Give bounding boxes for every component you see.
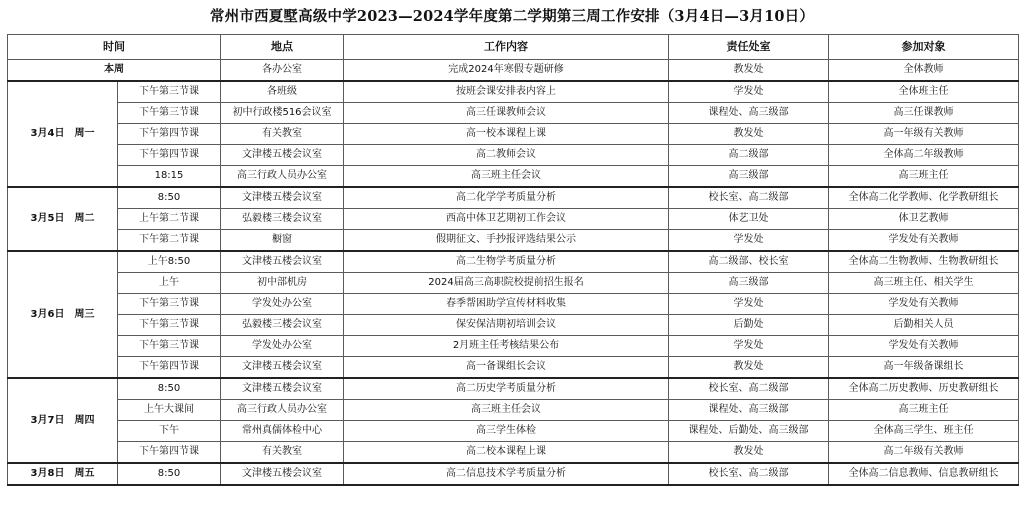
cell-time: 下午第四节课: [118, 357, 221, 379]
table-row: [8, 103, 1019, 124]
week-label: 本周: [8, 60, 221, 82]
cell-participants: 学发处有关教师: [829, 294, 1019, 315]
cell-place: 学发处办公室: [221, 294, 344, 315]
cell-time: 下午第四节课: [118, 442, 221, 464]
table-row: [8, 442, 1019, 464]
cell-place: 初中部机房: [221, 273, 344, 294]
cell-participants: 全体高二年级教师: [829, 145, 1019, 166]
cell-participants: 全体高二化学教师、化学教研组长: [829, 187, 1019, 209]
cell-time: 8:50: [118, 187, 221, 209]
cell-time: 18:15: [118, 166, 221, 188]
cell-place: 高三行政人员办公室: [221, 400, 344, 421]
cell-content: 高二信息技术学考质量分析: [344, 463, 669, 485]
cell-time: 上午第二节课: [118, 209, 221, 230]
cell-time: 下午第三节课: [118, 294, 221, 315]
cell-time: 下午: [118, 421, 221, 442]
week-office: 教发处: [669, 60, 829, 82]
cell-participants: 高一年级有关教师: [829, 124, 1019, 145]
cell-content: 西高中体卫艺期初工作会议: [344, 209, 669, 230]
cell-time: 上午8:50: [118, 251, 221, 273]
cell-participants: 全体班主任: [829, 81, 1019, 103]
cell-office: 高二级部: [669, 145, 829, 166]
cell-participants: 体卫艺教师: [829, 209, 1019, 230]
cell-content: 高二化学学考质量分析: [344, 187, 669, 209]
cell-time: 下午第三节课: [118, 103, 221, 124]
table-row: [8, 187, 1019, 209]
cell-participants: 高一年级备课组长: [829, 357, 1019, 379]
header-place: 地点: [221, 35, 344, 60]
cell-place: 橱窗: [221, 230, 344, 252]
cell-participants: 高三班主任、相关学生: [829, 273, 1019, 294]
week-place: 各办公室: [221, 60, 344, 82]
cell-office: 学发处: [669, 294, 829, 315]
cell-content: 春季帮困助学宣传材料收集: [344, 294, 669, 315]
cell-office: 校长室、高二级部: [669, 187, 829, 209]
cell-office: 高三级部: [669, 166, 829, 188]
cell-office: 后勤处: [669, 315, 829, 336]
cell-participants: 高三班主任: [829, 400, 1019, 421]
table-row: [8, 209, 1019, 230]
cell-content: 高三学生体检: [344, 421, 669, 442]
day-date-cell: 3月4日 周一: [8, 81, 118, 187]
cell-participants: 全体高二生物教师、生物教研组长: [829, 251, 1019, 273]
cell-place: 文津楼五楼会议室: [221, 145, 344, 166]
cell-time: 上午大课间: [118, 400, 221, 421]
cell-place: 文津楼五楼会议室: [221, 251, 344, 273]
table-row: [8, 251, 1019, 273]
table-row: [8, 400, 1019, 421]
cell-content: 高一备课组长会议: [344, 357, 669, 379]
cell-office: 高二级部、校长室: [669, 251, 829, 273]
cell-place: 高三行政人员办公室: [221, 166, 344, 188]
schedule-table: [7, 34, 1019, 486]
cell-time: 下午第三节课: [118, 315, 221, 336]
cell-content: 高二历史学考质量分析: [344, 378, 669, 400]
cell-office: 课程处、高三级部: [669, 103, 829, 124]
cell-place: 文津楼五楼会议室: [221, 463, 344, 485]
cell-participants: 学发处有关教师: [829, 230, 1019, 252]
cell-office: 课程处、高三级部: [669, 400, 829, 421]
header-participants: 参加对象: [829, 35, 1019, 60]
cell-office: 教发处: [669, 124, 829, 145]
header-row: [8, 35, 1019, 60]
cell-content: 高三任课教师会议: [344, 103, 669, 124]
week-row: [8, 60, 1019, 82]
cell-place: 文津楼五楼会议室: [221, 357, 344, 379]
cell-time: 下午第三节课: [118, 81, 221, 103]
schedule-body: [8, 60, 1019, 486]
table-row: [8, 145, 1019, 166]
cell-place: 学发处办公室: [221, 336, 344, 357]
day-date-cell: 3月5日 周二: [8, 187, 118, 251]
table-row: [8, 421, 1019, 442]
cell-time: 下午第四节课: [118, 145, 221, 166]
cell-participants: 后勤相关人员: [829, 315, 1019, 336]
cell-place: 常州真儒体检中心: [221, 421, 344, 442]
cell-office: 体艺卫处: [669, 209, 829, 230]
cell-office: 教发处: [669, 357, 829, 379]
cell-content: 高三班主任会议: [344, 166, 669, 188]
table-row: [8, 273, 1019, 294]
header-time: 时间: [8, 35, 221, 60]
cell-office: 学发处: [669, 230, 829, 252]
cell-content: 按班会课安排表内容上: [344, 81, 669, 103]
header-content: 工作内容: [344, 35, 669, 60]
cell-content: 高一校本课程上课: [344, 124, 669, 145]
cell-place: 各班级: [221, 81, 344, 103]
table-row: [8, 315, 1019, 336]
cell-place: 初中行政楼516会议室: [221, 103, 344, 124]
cell-participants: 高三任课教师: [829, 103, 1019, 124]
cell-place: 文津楼五楼会议室: [221, 187, 344, 209]
cell-office: 校长室、高二级部: [669, 463, 829, 485]
table-row: [8, 230, 1019, 252]
cell-participants: 全体高二历史教师、历史教研组长: [829, 378, 1019, 400]
cell-place: 弘毅楼三楼会议室: [221, 209, 344, 230]
cell-place: 有关教室: [221, 124, 344, 145]
cell-office: 高三级部: [669, 273, 829, 294]
week-participants: 全体教师: [829, 60, 1019, 82]
cell-content: 假期征文、手抄报评选结果公示: [344, 230, 669, 252]
cell-time: 上午: [118, 273, 221, 294]
cell-participants: 高三班主任: [829, 166, 1019, 188]
cell-place: 有关教室: [221, 442, 344, 464]
day-date-cell: 3月8日 周五: [8, 463, 118, 485]
cell-office: 课程处、后勤处、高三级部: [669, 421, 829, 442]
cell-time: 下午第三节课: [118, 336, 221, 357]
cell-content: 保安保洁期初培训会议: [344, 315, 669, 336]
cell-time: 下午第二节课: [118, 230, 221, 252]
day-date-cell: 3月7日 周四: [8, 378, 118, 463]
cell-content: 高二教师会议: [344, 145, 669, 166]
cell-place: 文津楼五楼会议室: [221, 378, 344, 400]
week-content: 完成2024年寒假专题研修: [344, 60, 669, 82]
cell-participants: 高二年级有关教师: [829, 442, 1019, 464]
table-row: [8, 124, 1019, 145]
table-row: [8, 294, 1019, 315]
cell-office: 教发处: [669, 442, 829, 464]
cell-content: 2月班主任考核结果公布: [344, 336, 669, 357]
cell-time: 8:50: [118, 463, 221, 485]
cell-content: 高二生物学考质量分析: [344, 251, 669, 273]
table-row: [8, 336, 1019, 357]
header-office: 责任处室: [669, 35, 829, 60]
cell-content: 2024届高三高职院校提前招生报名: [344, 273, 669, 294]
table-row: [8, 357, 1019, 379]
cell-time: 下午第四节课: [118, 124, 221, 145]
cell-participants: 全体高三学生、班主任: [829, 421, 1019, 442]
cell-office: 学发处: [669, 81, 829, 103]
day-date-cell: 3月6日 周三: [8, 251, 118, 378]
cell-office: 学发处: [669, 336, 829, 357]
cell-time: 8:50: [118, 378, 221, 400]
table-row: [8, 378, 1019, 400]
cell-participants: 全体高二信息教师、信息教研组长: [829, 463, 1019, 485]
cell-office: 校长室、高二级部: [669, 378, 829, 400]
table-row: [8, 166, 1019, 188]
table-row: [8, 81, 1019, 103]
cell-content: 高三班主任会议: [344, 400, 669, 421]
cell-participants: 学发处有关教师: [829, 336, 1019, 357]
cell-content: 高二校本课程上课: [344, 442, 669, 464]
page-title: 常州市西夏墅高级中学2023—2024学年度第二学期第三周工作安排（3月4日—3月10日）: [209, 8, 815, 25]
cell-place: 弘毅楼三楼会议室: [221, 315, 344, 336]
table-row: [8, 463, 1019, 485]
